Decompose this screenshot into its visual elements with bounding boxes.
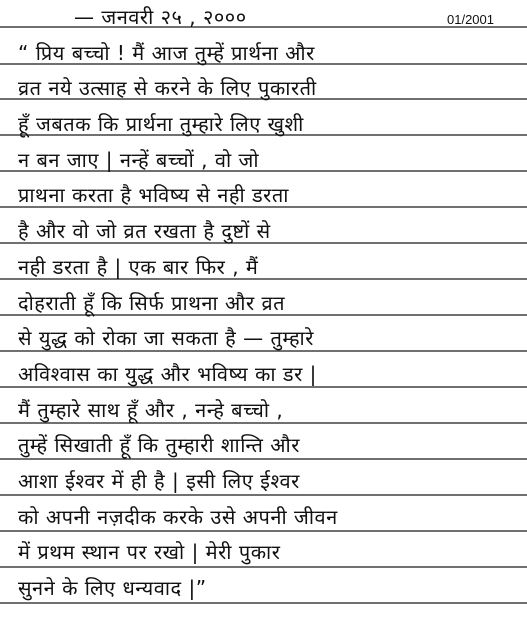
letter-line: है और वो जो व्रत रखता है दुष्टों से [18,219,271,244]
letter-line: अविश्वास का युद्ध और भविष्य का डर | [18,361,317,386]
letter-line: न बन जाए | नन्हें बच्चों , वो जो [18,147,260,172]
letter-line: हूँ जबतक कि प्रार्थना तुम्हारे लिए खुशी [18,112,304,137]
letter-line: दोहराती हूँ कि सिर्फ प्राथना और व्रत [18,290,286,315]
letter-line: नही डरता है | एक बार फिर , मैं [18,254,259,279]
letter-line: मैं तुम्हारे साथ हूँ और , नन्हे बच्चो , [18,397,284,422]
letter-line: को अपनी नज़दीक करके उसे अपनी जीवन [18,504,338,529]
letter-line: से युद्ध को रोका जा सकता है — तुम्हारे [18,326,314,351]
letter-body [18,36,518,607]
letter-date: — जनवरी २५ , २००० [74,5,247,29]
letter-line: आशा ईश्वर में ही है | इसी लिए ईश्वर [18,468,300,493]
letter-line: “ प्रिय बच्चो ! मैं आज तुम्हें प्रार्थना और [18,40,315,65]
letter-line: व्रत नये उत्साह से करने के लिए पुकारती [18,76,317,101]
letter-line: तुम्हें सिखाती हूँ कि तुम्हारी शान्ति और [18,433,300,458]
page-number: 01/2001 [447,12,494,27]
letter-line: में प्रथम स्थान पर रखो | मेरी पुकार [18,540,281,565]
letter-line: प्राथना करता है भविष्य से नही डरता [18,183,289,208]
letter-line: सुनने के लिए धन्यवाद |” [18,576,207,600]
